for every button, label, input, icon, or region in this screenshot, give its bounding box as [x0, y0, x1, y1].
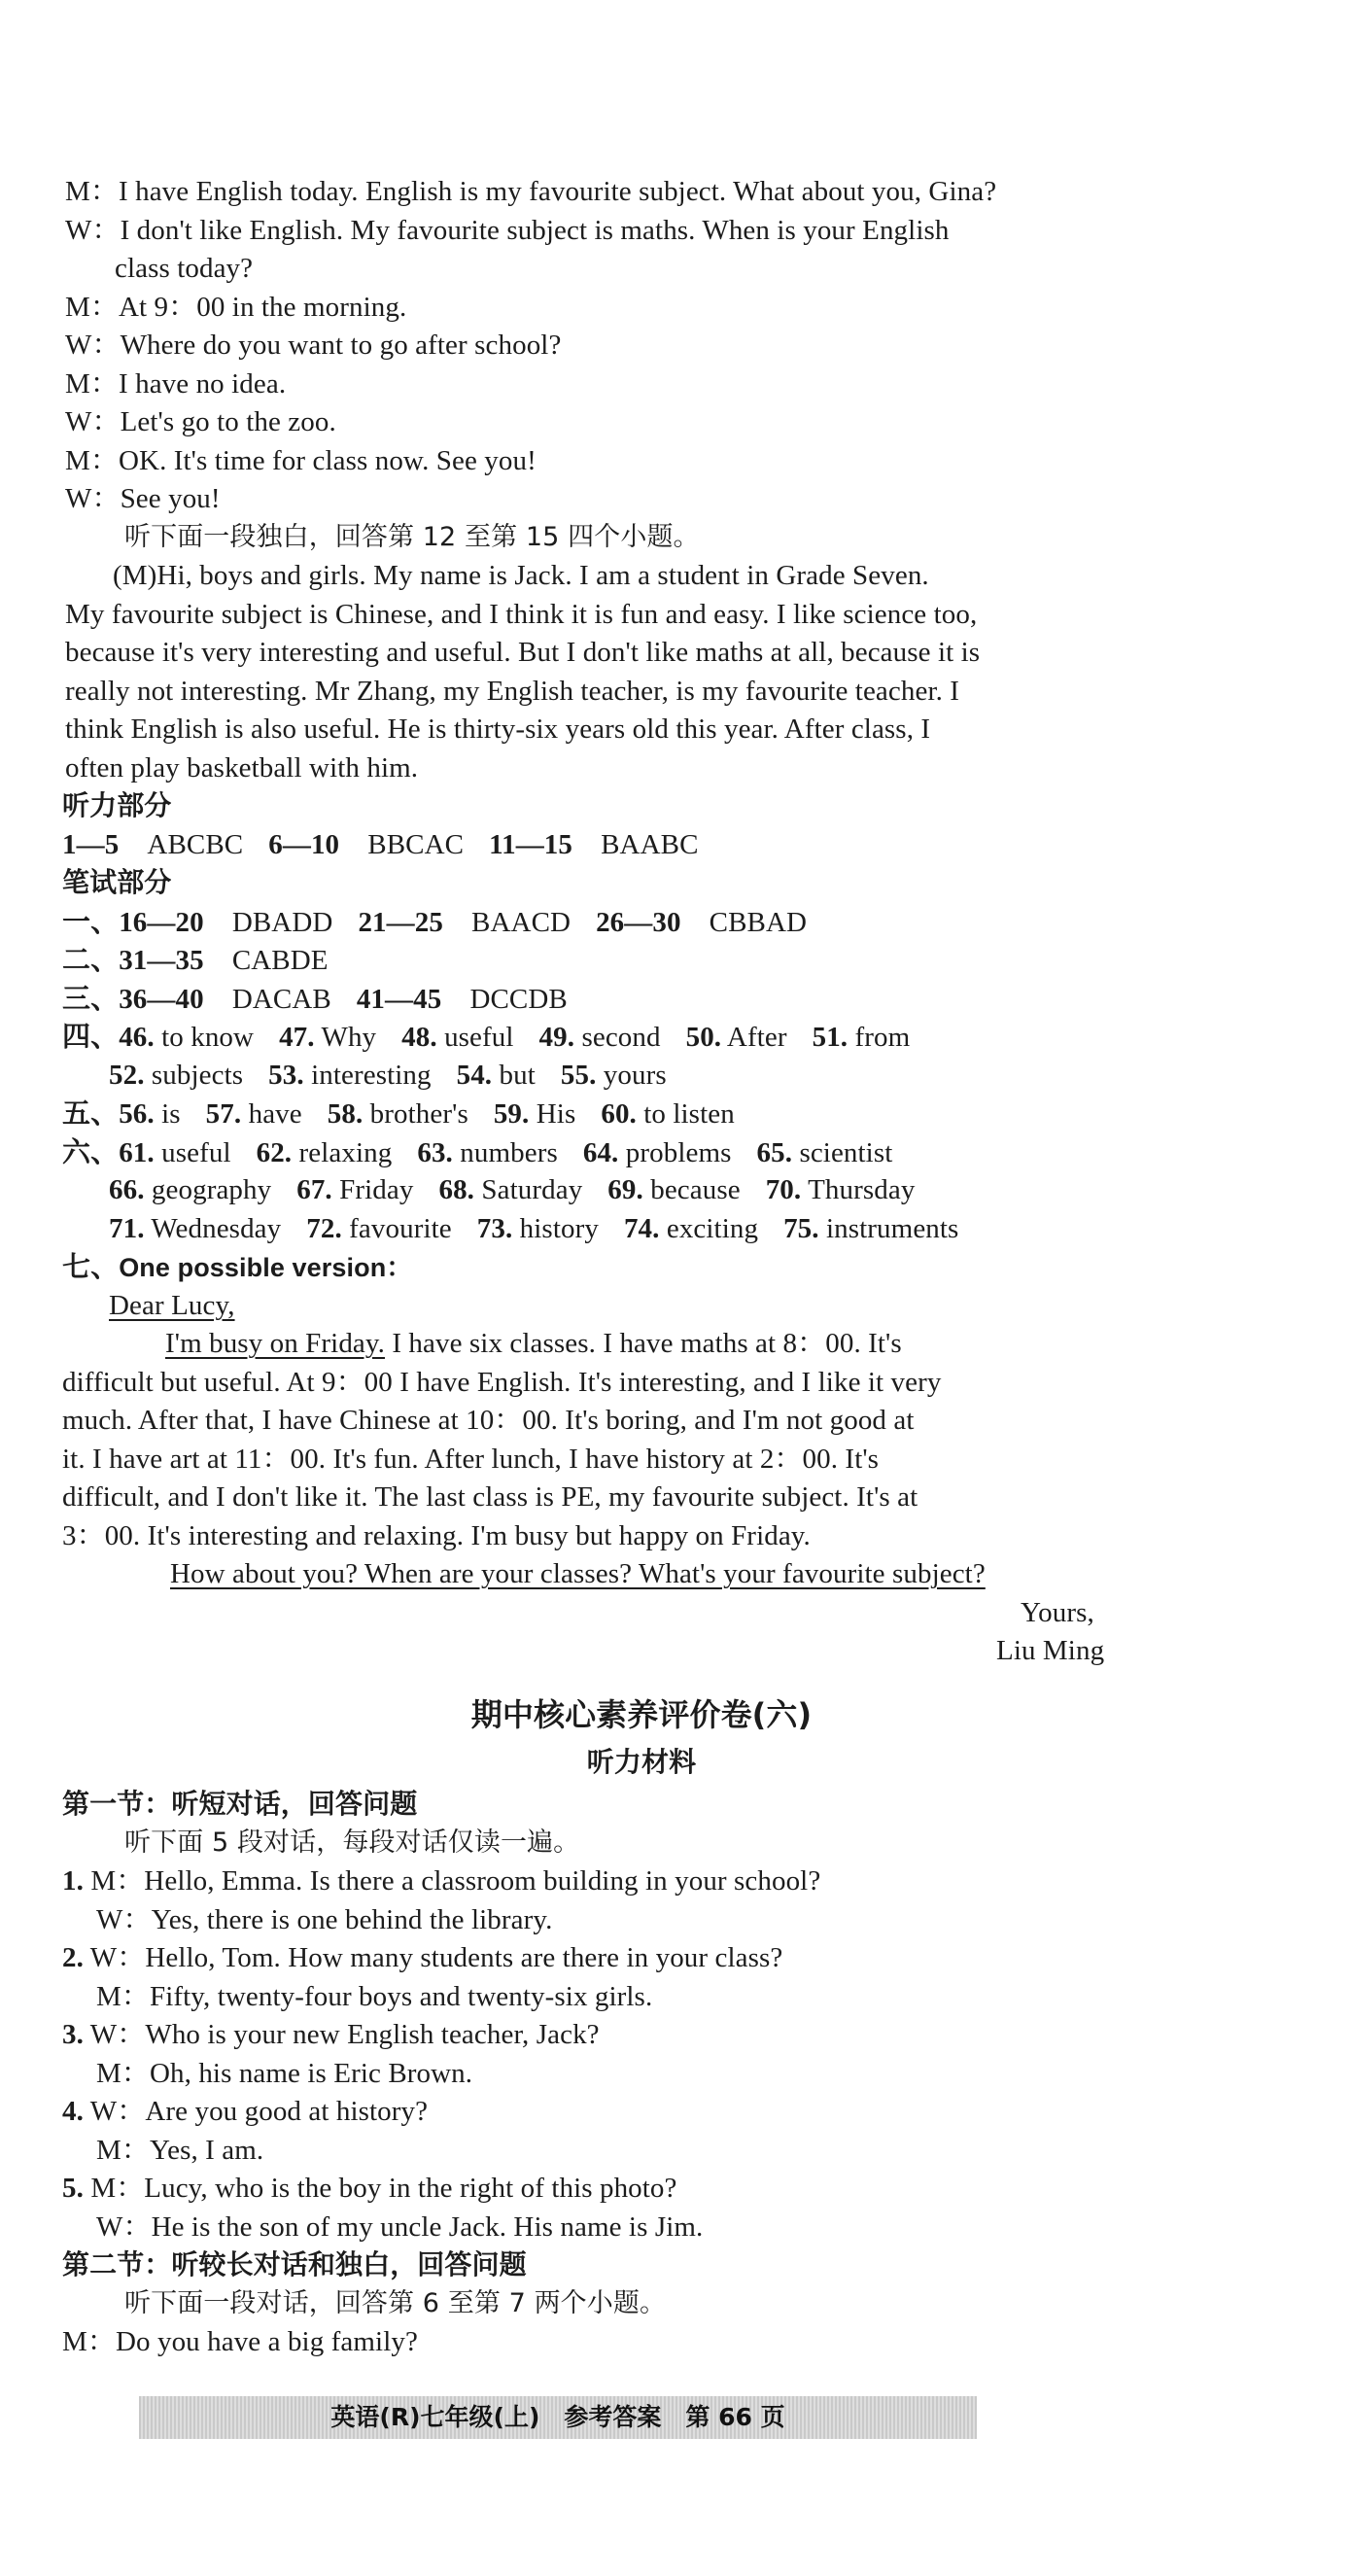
- section-7-heading: 七、One possible version：: [62, 1250, 413, 1283]
- section-4-answers-row1: 四、46. to know 47. Why 48. useful 49. second 50. After 51. from: [62, 1020, 911, 1053]
- letter-line: much. After that, I have Chinese at 10：00. It's boring, and I'm not good at: [62, 1405, 915, 1436]
- monologue-intro: 听下面一段独白，回答第 12 至第 15 四个小题。: [124, 522, 700, 552]
- short-dialogue-a: M：Oh, his name is Eric Brown.: [96, 2058, 473, 2089]
- short-dialogue-a: W：Yes, there is one behind the library.: [96, 1904, 553, 1935]
- letter-line: difficult but useful. At 9：00 I have English. It's interesting, and I like it very: [62, 1367, 942, 1398]
- part2-first-line: M：Do you have a big family?: [62, 2326, 418, 2357]
- section-2-answers: 二、31—35 CABDE: [62, 943, 329, 976]
- dialogue-line: W：Let's go to the zoo.: [65, 406, 336, 437]
- dialogue-line: M：I have English today. English is my favourite subject. What about you, Gina?: [65, 176, 997, 207]
- letter-line: it. I have art at 11：00. It's fun. After lunch, I have history at 2：00. It's: [62, 1444, 880, 1475]
- short-dialogue-q: 3. W：Who is your new English teacher, Jack?: [62, 2019, 600, 2050]
- dialogue-line: class today?: [115, 253, 254, 284]
- short-dialogue-q: 1. M：Hello, Emma. Is there a classroom building in your school?: [62, 1865, 821, 1897]
- short-dialogue-a: M：Yes, I am.: [96, 2135, 264, 2166]
- written-heading: 笔试部分: [62, 866, 172, 898]
- short-dialogue-a: W：He is the son of my uncle Jack. His name is Jim.: [96, 2211, 704, 2243]
- dialogue-line: M：I have no idea.: [65, 368, 287, 400]
- dialogue-line: W：Where do you want to go after school?: [65, 330, 562, 361]
- section-6-answers-row2: 66. geography 67. Friday 68. Saturday 69. because 70. Thursday: [109, 1174, 916, 1205]
- section-1-answers: 一、16—20 DBADD 21—25 BAACD 26—30 CBBAD: [62, 905, 808, 938]
- short-dialogue-a: M：Fifty, twenty-four boys and twenty-six girls.: [96, 1981, 653, 2012]
- short-dialogue-q: 4. W：Are you good at history?: [62, 2096, 429, 2127]
- short-dialogue-q: 5. M：Lucy, who is the boy in the right of this photo?: [62, 2173, 677, 2204]
- letter-greeting: Dear Lucy,: [109, 1290, 235, 1321]
- letter-line: difficult, and I don't like it. The last class is PE, my favourite subject. It's at: [62, 1481, 918, 1513]
- letter-closing: Yours,: [1021, 1597, 1094, 1628]
- section-4-answers-row2: 52. subjects 53. interesting 54. but 55. yours: [109, 1060, 667, 1091]
- section-6-answers-row3: 71. Wednesday 72. favourite 73. history 74. exciting 75. instruments: [109, 1213, 959, 1244]
- exam-subtitle: 听力材料: [586, 1746, 697, 1778]
- section-6-answers-row1: 六、61. useful 62. relaxing 63. numbers 64. problems 65. scientist: [62, 1135, 893, 1168]
- footer-band: [139, 2396, 977, 2439]
- part2-intro: 听下面一段对话，回答第 6 至第 7 两个小题。: [124, 2288, 667, 2318]
- dialogue-line: W：See you!: [65, 483, 221, 514]
- part1-intro: 听下面 5 段对话，每段对话仅读一遍。: [124, 1828, 580, 1858]
- short-dialogue-q: 2. W：Hello, Tom. How many students are there in your class?: [62, 1942, 783, 1973]
- section-3-answers: 三、36—40 DACAB 41—45 DCCDB: [62, 982, 568, 1015]
- dialogue-line: W：I don't like English. My favourite subject is maths. When is your English: [65, 215, 950, 246]
- listening-heading: 听力部分: [62, 789, 172, 821]
- listening-answers: 1—5 ABCBC 6—10 BBCAC 11—15 BAABC: [62, 829, 699, 860]
- part1-heading: 第一节：听短对话，回答问题: [62, 1788, 418, 1820]
- letter-line: 3：00. It's interesting and relaxing. I'm busy but happy on Friday.: [62, 1520, 811, 1551]
- dialogue-line: M：OK. It's time for class now. See you!: [65, 445, 537, 476]
- letter-question: How about you? When are your classes? What's your favourite subject?: [170, 1558, 986, 1589]
- section-5-answers: 五、56. is 57. have 58. brother's 59. His 60. to listen: [62, 1097, 735, 1130]
- monologue-line: (M)Hi, boys and girls. My name is Jack. I am a student in Grade Seven.: [113, 560, 929, 591]
- monologue-line: My favourite subject is Chinese, and I think it is fun and easy. I like science too,: [65, 599, 978, 630]
- letter-signature: Liu Ming: [996, 1635, 1105, 1666]
- monologue-line: often play basketball with him.: [65, 752, 419, 783]
- part2-heading: 第二节：听较长对话和独白，回答问题: [62, 2248, 527, 2280]
- exam-title: 期中核心素养评价卷(六): [470, 1696, 813, 1733]
- monologue-line: really not interesting. Mr Zhang, my English teacher, is my favourite teacher. I: [65, 676, 960, 707]
- letter-first-line: I'm busy on Friday. I have six classes. I have maths at 8：00. It's: [165, 1328, 902, 1359]
- monologue-line: think English is also useful. He is thirty-six years old this year. After class, I: [65, 714, 931, 745]
- monologue-line: because it's very interesting and useful. But I don't like maths at all, because it is: [65, 637, 981, 668]
- dialogue-line: M：At 9：00 in the morning.: [65, 292, 407, 323]
- page-footer: 英语(R)七年级(上) 参考答案 第 66 页: [330, 2403, 785, 2431]
